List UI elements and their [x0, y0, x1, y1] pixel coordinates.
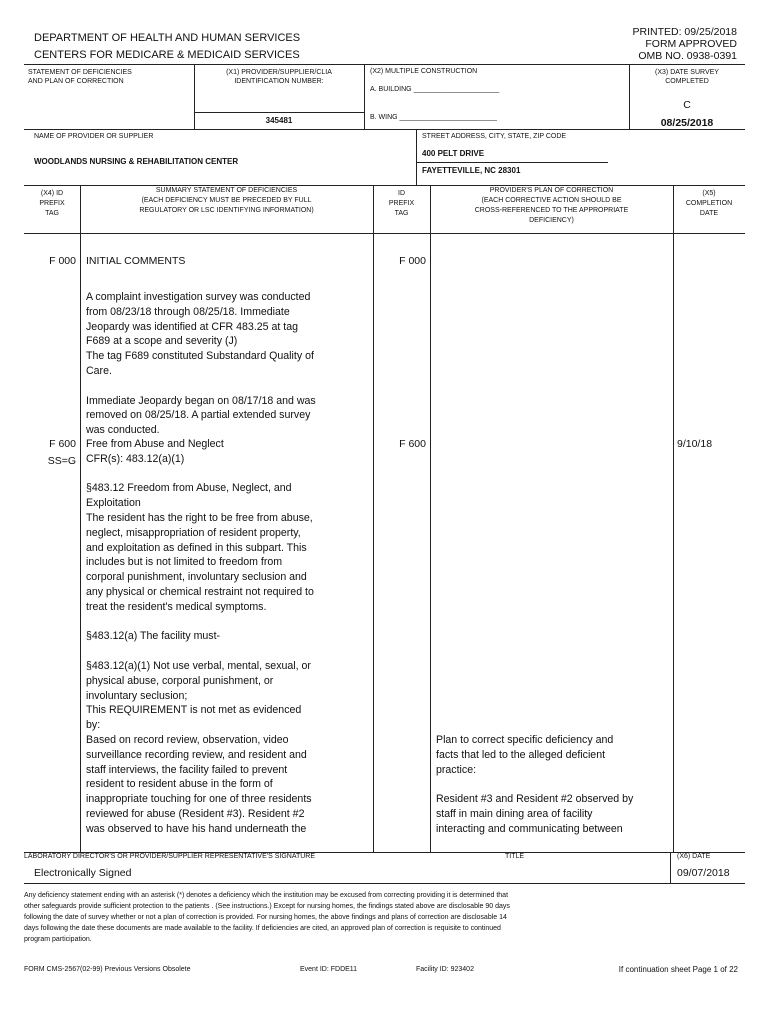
statement-label: STATEMENT OF DEFICIENCIES AND PLAN OF CORRECTION [28, 69, 132, 85]
x3-letter: C [683, 99, 691, 111]
col-summary-header: SUMMARY STATEMENT OF DEFICIENCIES (EACH DEFICIENCY MUST BE PRECEDED BY FULL REGULATORY OR LSC IDENTIFYING INFORMATION) [139, 187, 314, 214]
address-line-2: FAYETTEVILLE, NC 28301 [422, 166, 521, 175]
col-id-header: ID PREFIX TAG [388, 190, 415, 217]
column-header-bottom [24, 233, 745, 234]
divider-address [416, 129, 417, 185]
plan-of-correction-text: Plan to correct specific deficiency and facts that led to the alleged deficient practice: Resident #3 and Resident #2 observed by staff in main dining area of facility interacting and communicating between [436, 734, 634, 835]
completion-date-f600: 9/10/18 [677, 438, 713, 450]
printed-date: PRINTED: 09/25/2018 [632, 26, 737, 38]
agency-line-2: CENTERS FOR MEDICARE & MEDICAID SERVICES [34, 49, 300, 61]
divider-x2 [364, 64, 365, 129]
col-x4-header: (X4) ID PREFIX TAG [39, 190, 65, 217]
f600-deficiency-text: Free from Abuse and Neglect CFR(s): 483.12(a)(1) §483.12 Freedom from Abuse, Neglect, and Exploitation The resident has the right to be free from abuse, neglect, misappropriation of resident property, and exploitation as defined in this subpart. This includes but is not limited to freedom from corporal punishment, involuntary seclusion and any physical or chemical restraint not required to treat the resident's medical symptoms. §483.12(a) The facility must- §483.12(a)(1) Not use verbal, mental, sexual, or physical abuse, corporal punishment, or involuntary seclusion; This REQUIREMENT is not met as evidenced by: Based on record review, observation, video surveillance recording review, and resident and staff interviews, the facility failed to prevent resident to resident abuse in the form of inappropriate touching for one of three residents reviewed for abuse (Resident #3). Resident #2 was observed to have his hand underneath the [86, 438, 314, 835]
signature-bottom-border [24, 883, 745, 884]
x1-label: (X1) PROVIDER/SUPPLIER/CLIA IDENTIFICATION NUMBER: [226, 69, 332, 85]
signature-date-label: (X6) DATE [677, 853, 711, 860]
col-plan-header: PROVIDER'S PLAN OF CORRECTION (EACH CORRECTIVE ACTION SHOULD BE CROSS-REFERENCED TO THE APPROPRIATE DEFICIENCY) [474, 187, 629, 224]
signature-label: LABORATORY DIRECTOR'S OR PROVIDER/SUPPLIER REPRESENTATIVE'S SIGNATURE [24, 853, 316, 860]
tag-f600-severity: SS=G [47, 455, 76, 467]
tag-f600-right: F 600 [399, 438, 426, 450]
footer-event-id: Event ID: FDDE11 [300, 966, 358, 973]
disclaimer-text: Any deficiency statement ending with an asterisk (*) denotes a deficiency which the institution may be excused from correcting providing it is determined that other safeguards provide sufficient protection to the patients . (See instructions.) Except for nursing homes, the findings stated above are disclosable 90 days following the date of survey whether or not a plan of correction is provided. For nursing homes, the above findings and plans of correction are disclosable 14 days following the date these documents are made available to the facility. If deficiencies are cited, an approved plan of correction is requisite to continued program participation. [24, 892, 510, 943]
provider-name: WOODLANDS NURSING & REHABILITATION CENTER [34, 157, 239, 166]
col-divider-3 [430, 185, 431, 852]
top-box-border [24, 64, 745, 65]
tag-f000: F 000 [49, 255, 76, 267]
x2-label: (X2) MULTIPLE CONSTRUCTION [370, 68, 478, 75]
provider-label: NAME OF PROVIDER OR SUPPLIER [34, 133, 154, 140]
signature-date-value: 09/07/2018 [677, 867, 730, 879]
initial-comments-title: INITIAL COMMENTS [86, 255, 186, 267]
tag-f000-right: F 000 [399, 255, 426, 267]
top-box-divider [24, 129, 745, 130]
x2-building: A. BUILDING ______________________ [370, 86, 500, 93]
col-x5-header: (X5) COMPLETION DATE [685, 190, 733, 217]
x2-wing: B. WING _________________________ [370, 114, 497, 121]
x1-value: 345481 [265, 116, 293, 125]
signature-date-divider [670, 852, 671, 883]
address-divider [416, 162, 608, 163]
footer-page-number: If continuation sheet Page 1 of 22 [618, 965, 738, 974]
x1-underline [194, 112, 364, 113]
address-label: STREET ADDRESS, CITY, STATE, ZIP CODE [422, 133, 567, 140]
form-approved: FORM APPROVED [645, 38, 737, 50]
title-label: TITLE [505, 853, 525, 860]
col-divider-2 [373, 185, 374, 852]
x3-date: 08/25/2018 [660, 117, 714, 129]
signature-value: Electronically Signed [34, 867, 132, 879]
x3-label: (X3) DATE SURVEY COMPLETED [655, 69, 719, 85]
address-line-1: 400 PELT DRIVE [422, 149, 485, 158]
omb-number: OMB NO. 0938-0391 [638, 50, 737, 62]
footer-form-id: FORM CMS-2567(02-99) Previous Versions Obsolete [24, 966, 191, 973]
tag-f600: F 600 [49, 438, 76, 450]
col-divider-1 [80, 185, 81, 852]
initial-comments-text: A complaint investigation survey was conducted from 08/23/18 through 08/25/18. Immediate Jeopardy was identified at CFR 483.25 at tag F689 at a scope and severity (J) The tag F689 constituted Substandard Quality of Care. Immediate Jeopardy began on 08/17/18 and was removed on 08/25/18. A partial extended survey was conducted. [86, 291, 316, 437]
agency-line-1: DEPARTMENT OF HEALTH AND HUMAN SERVICES [34, 32, 301, 44]
footer-facility-id: Facility ID: 923402 [416, 966, 474, 973]
col-divider-4 [673, 185, 674, 852]
